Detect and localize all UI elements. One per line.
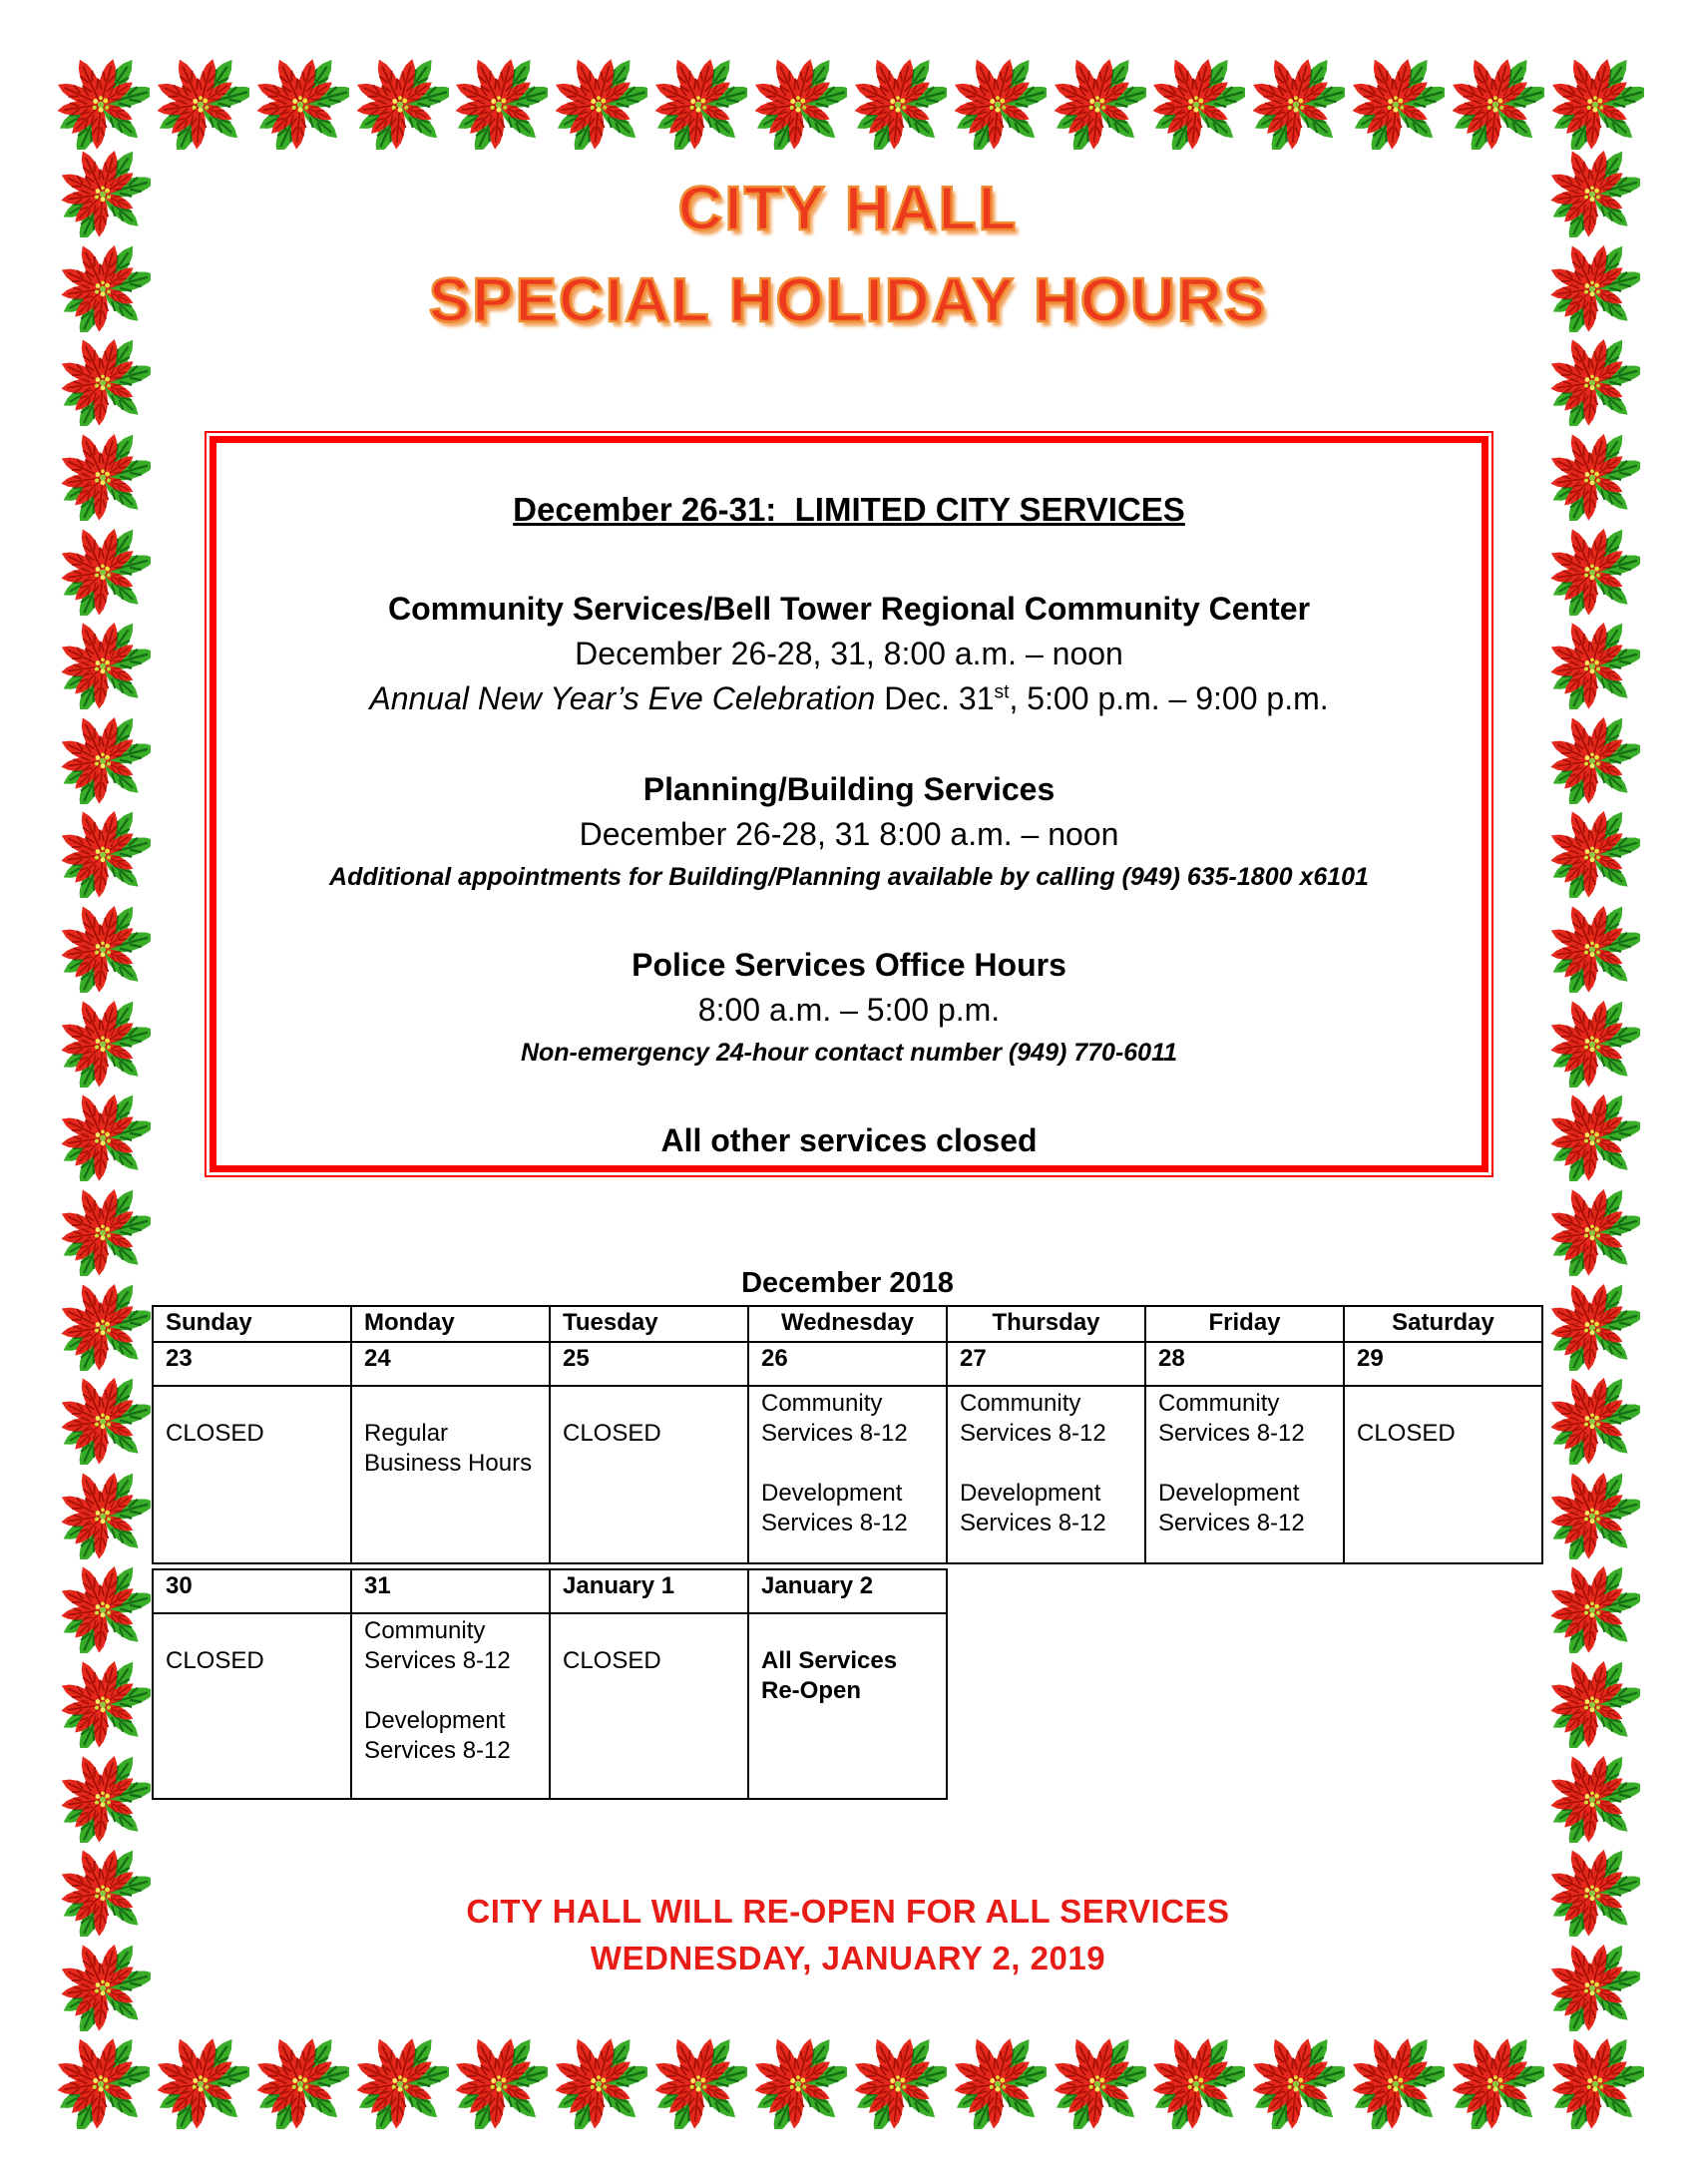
poinsettia-icon bbox=[450, 2033, 548, 2129]
poinsettia-icon bbox=[55, 1561, 151, 1653]
poinsettia-icon bbox=[55, 618, 151, 709]
day-header-sunday: Sunday bbox=[153, 1306, 351, 1342]
poinsettia-icon bbox=[1247, 2033, 1345, 2129]
poinsettia-icon bbox=[55, 1751, 151, 1843]
poinsettia-icon bbox=[749, 2033, 847, 2129]
date-dec-27: 27 bbox=[947, 1342, 1145, 1386]
poinsettia-icon bbox=[55, 996, 151, 1088]
page-title-line2: SPECIAL HOLIDAY HOURS bbox=[428, 266, 1268, 335]
planning-building-title: Planning/Building Services bbox=[642, 771, 1056, 807]
page-title-line1: CITY HALL bbox=[677, 175, 1019, 243]
community-services-hours: December 26-28, 31, 8:00 a.m. – noon bbox=[575, 636, 1123, 671]
poinsettia-icon bbox=[351, 54, 449, 150]
poinsettia-icon bbox=[55, 1279, 151, 1371]
date-dec-26: 26 bbox=[748, 1342, 947, 1386]
police-services-section bbox=[216, 943, 1482, 1073]
date-jan-1: January 1 bbox=[550, 1569, 748, 1613]
poinsettia-icon bbox=[1544, 1373, 1640, 1465]
poinsettia-icon bbox=[1147, 54, 1245, 150]
poinsettia-icon bbox=[1544, 429, 1640, 521]
poinsettia-icon bbox=[55, 429, 151, 521]
poinsettia-icon bbox=[1544, 1468, 1640, 1559]
cell-dec-26: Community Services 8-12 Development Services 8-12 bbox=[748, 1386, 947, 1563]
poinsettia-icon bbox=[55, 712, 151, 804]
poinsettia-icon bbox=[1544, 1184, 1640, 1276]
nye-celebration-date: Dec. 31 bbox=[875, 680, 995, 716]
cell-dec-23: CLOSED bbox=[153, 1386, 351, 1563]
cell-dec-30: CLOSED bbox=[153, 1613, 351, 1799]
poinsettia-icon bbox=[1544, 1090, 1640, 1181]
poinsettia-icon bbox=[55, 1656, 151, 1748]
poinsettia-icon bbox=[55, 1090, 151, 1181]
day-header-saturday: Saturday bbox=[1344, 1306, 1542, 1342]
date-dec-24: 24 bbox=[351, 1342, 550, 1386]
poinsettia-icon bbox=[749, 54, 847, 150]
poinsettia-icon bbox=[849, 2033, 947, 2129]
poinsettia-icon bbox=[849, 54, 947, 150]
limited-services-box bbox=[205, 431, 1493, 1177]
poinsettia-icon bbox=[251, 2033, 349, 2129]
day-header-friday: Friday bbox=[1145, 1306, 1344, 1342]
nye-celebration-name: Annual New Year’s Eve Celebration bbox=[369, 680, 876, 716]
planning-building-note: Additional appointments for Building/Planning available by calling (949) 635-1800 x6101 bbox=[329, 863, 1369, 891]
cell-dec-24: Regular Business Hours bbox=[351, 1386, 550, 1563]
community-services-title: Community Services/Bell Tower Regional Community Center bbox=[387, 591, 1311, 627]
poinsettia-icon bbox=[55, 1184, 151, 1276]
poinsettia-icon bbox=[1247, 54, 1345, 150]
poinsettia-icon bbox=[1447, 2033, 1544, 2129]
poinsettia-icon bbox=[1544, 618, 1640, 709]
date-dec-23: 23 bbox=[153, 1342, 351, 1386]
planning-building-section bbox=[216, 767, 1482, 897]
nye-celebration-ordinal: st bbox=[994, 681, 1010, 703]
poinsettia-border-left bbox=[55, 146, 155, 2031]
reopen-notice bbox=[0, 1888, 1696, 1981]
poinsettia-icon bbox=[1544, 712, 1640, 804]
cell-jan-1: CLOSED bbox=[550, 1613, 748, 1799]
day-header-wednesday: Wednesday bbox=[748, 1306, 947, 1342]
poinsettia-icon bbox=[1049, 2033, 1146, 2129]
calendar-week1-body-row bbox=[153, 1386, 1542, 1563]
date-dec-28: 28 bbox=[1145, 1342, 1344, 1386]
poinsettia-icon bbox=[251, 54, 349, 150]
poinsettia-icon bbox=[1544, 901, 1640, 993]
poinsettia-icon bbox=[1544, 524, 1640, 616]
poinsettia-border-bottom bbox=[52, 2033, 1644, 2133]
poinsettia-icon bbox=[152, 2033, 249, 2129]
calendar-week2-table bbox=[152, 1568, 948, 1800]
cell-dec-31: Community Services 8-12 Development Services 8-12 bbox=[351, 1613, 550, 1799]
poinsettia-icon bbox=[949, 2033, 1047, 2129]
poinsettia-icon bbox=[55, 1373, 151, 1465]
date-dec-30: 30 bbox=[153, 1569, 351, 1613]
poinsettia-icon bbox=[1544, 806, 1640, 898]
poinsettia-icon bbox=[1447, 54, 1544, 150]
limited-services-heading: December 26-31: LIMITED CITY SERVICES bbox=[513, 491, 1185, 528]
poinsettia-icon bbox=[1546, 2033, 1644, 2129]
police-services-note: Non-emergency 24-hour contact number (949) 770-6011 bbox=[520, 1039, 1178, 1067]
community-services-section bbox=[216, 587, 1482, 721]
poinsettia-icon bbox=[1049, 54, 1146, 150]
date-jan-2: January 2 bbox=[748, 1569, 947, 1613]
police-services-hours: 8:00 a.m. – 5:00 p.m. bbox=[697, 992, 1001, 1028]
calendar-title: December 2018 bbox=[741, 1267, 954, 1299]
poinsettia-icon bbox=[1544, 996, 1640, 1088]
date-dec-25: 25 bbox=[550, 1342, 748, 1386]
reopen-notice-line1: CITY HALL WILL RE-OPEN FOR ALL SERVICES bbox=[466, 1893, 1230, 1930]
poinsettia-icon bbox=[152, 54, 249, 150]
day-header-monday: Monday bbox=[351, 1306, 550, 1342]
poinsettia-icon bbox=[1347, 2033, 1445, 2129]
date-dec-31: 31 bbox=[351, 1569, 550, 1613]
cell-dec-25: CLOSED bbox=[550, 1386, 748, 1563]
calendar-week1-date-row bbox=[153, 1342, 1542, 1386]
poinsettia-icon bbox=[52, 2033, 150, 2129]
police-services-title: Police Services Office Hours bbox=[632, 947, 1066, 983]
cell-dec-28: Community Services 8-12 Development Services 8-12 bbox=[1145, 1386, 1344, 1563]
poinsettia-border-top bbox=[52, 54, 1644, 154]
poinsettia-icon bbox=[55, 806, 151, 898]
poinsettia-icon bbox=[949, 54, 1047, 150]
reopen-notice-line2: WEDNESDAY, JANUARY 2, 2019 bbox=[590, 1940, 1106, 1976]
day-header-thursday: Thursday bbox=[947, 1306, 1145, 1342]
calendar-week2-body-row bbox=[153, 1613, 947, 1799]
calendar-week2-date-row bbox=[153, 1569, 947, 1613]
poinsettia-icon bbox=[1544, 1561, 1640, 1653]
poinsettia-icon bbox=[1147, 2033, 1245, 2129]
poinsettia-icon bbox=[1544, 1751, 1640, 1843]
poinsettia-icon bbox=[550, 2033, 647, 2129]
calendar-day-header-row bbox=[153, 1306, 1542, 1342]
day-header-tuesday: Tuesday bbox=[550, 1306, 748, 1342]
cell-jan-2: All Services Re-Open bbox=[748, 1613, 947, 1799]
poinsettia-icon bbox=[1544, 334, 1640, 426]
poinsettia-icon bbox=[351, 2033, 449, 2129]
page-title bbox=[0, 164, 1696, 347]
poinsettia-icon bbox=[450, 54, 548, 150]
poinsettia-icon bbox=[1347, 54, 1445, 150]
planning-building-hours: December 26-28, 31 8:00 a.m. – noon bbox=[579, 816, 1119, 852]
limited-services-box-inner bbox=[210, 436, 1488, 1172]
nye-celebration-time: , 5:00 p.m. – 9:00 p.m. bbox=[1009, 680, 1329, 716]
poinsettia-icon bbox=[649, 2033, 747, 2129]
poinsettia-icon bbox=[1544, 1279, 1640, 1371]
poinsettia-icon bbox=[55, 334, 151, 426]
poinsettia-icon bbox=[55, 524, 151, 616]
poinsettia-icon bbox=[52, 54, 150, 150]
poinsettia-border-right bbox=[1544, 146, 1644, 2031]
poinsettia-icon bbox=[55, 1468, 151, 1559]
poinsettia-icon bbox=[55, 901, 151, 993]
poinsettia-icon bbox=[550, 54, 647, 150]
nye-celebration-line bbox=[216, 676, 1482, 721]
calendar-week1-table bbox=[152, 1305, 1543, 1564]
poinsettia-icon bbox=[1544, 1656, 1640, 1748]
poinsettia-icon bbox=[1546, 54, 1644, 150]
cell-dec-29: CLOSED bbox=[1344, 1386, 1542, 1563]
poinsettia-icon bbox=[649, 54, 747, 150]
all-other-services-closed: All other services closed bbox=[660, 1122, 1038, 1158]
date-dec-29: 29 bbox=[1344, 1342, 1542, 1386]
cell-dec-27: Community Services 8-12 Development Services 8-12 bbox=[947, 1386, 1145, 1563]
